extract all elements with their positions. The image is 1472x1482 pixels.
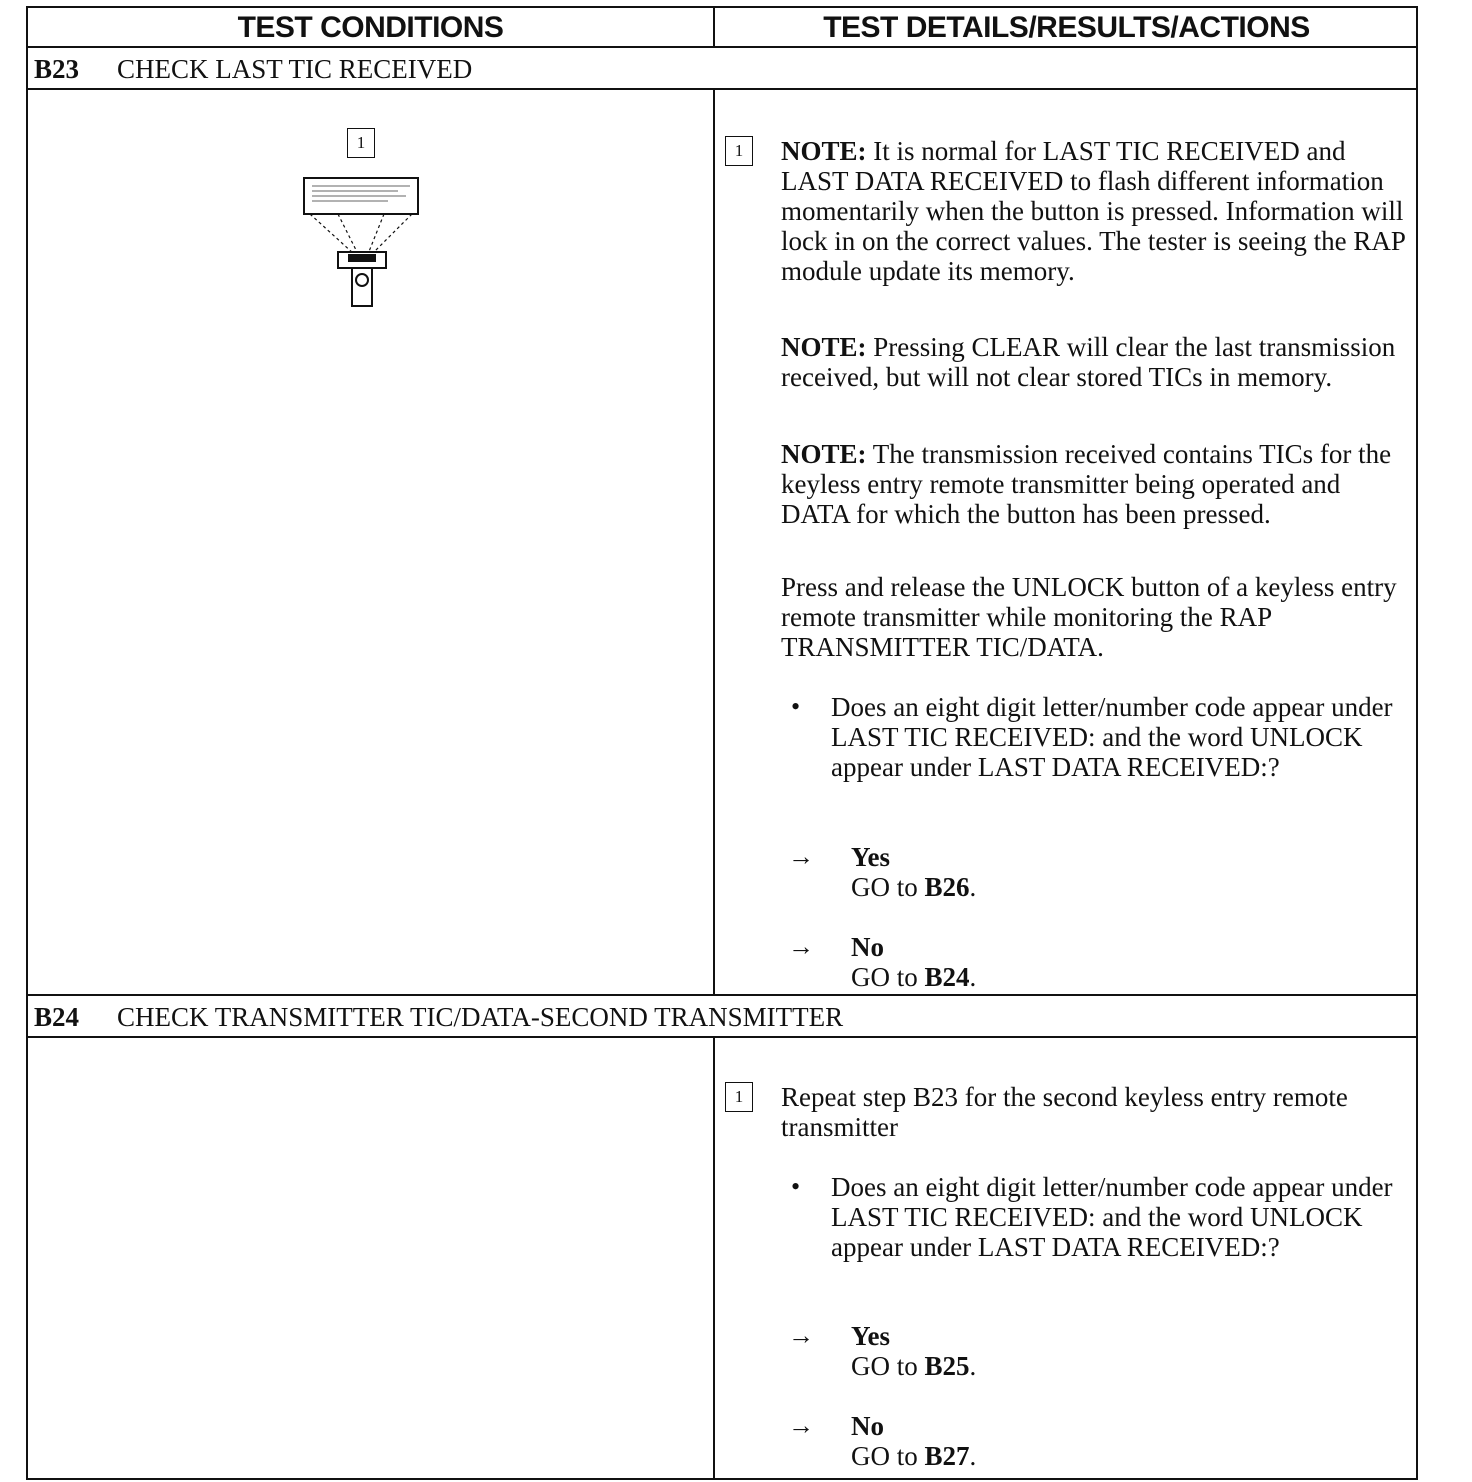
note-2 [781,332,1411,392]
note-label: NOTE: [781,439,867,469]
tester-connection-figure [298,128,428,318]
bullet-icon: • [791,1172,801,1201]
question-b23: Does an eight digit letter/number code appear under LAST TIC RECEIVED: and the word UNLOCK appear under LAST DATA RECEIVED:? [831,692,1393,782]
instruction-b23: Press and release the UNLOCK button of a keyless entry remote transmitter while monitoring the RAP TRANSMITTER TIC/DATA. [781,572,1397,662]
procedure-table [26,6,1418,1480]
section-b24-title-bar [28,996,1416,1038]
note-text: The transmission received contains TICs for the keyless entry remote transmitter being operated and DATA for which the button has been pressed. [781,439,1392,529]
answer-label: No [851,1411,884,1441]
goto-line: GO to B27. [851,1441,977,1471]
answer-label: No [851,932,884,962]
answer-yes-b23 [851,842,976,902]
instruction-b24: Repeat step B23 for the second keyless entry remote transmitter [781,1082,1348,1142]
answer-no-b23 [851,932,976,992]
header-test-details: TEST DETAILS/RESULTS/ACTIONS [823,11,1310,44]
note-label: NOTE: [781,136,867,166]
answer-label: Yes [851,842,890,872]
question-b24: Does an eight digit letter/number code appear under LAST TIC RECEIVED: and the word UNLOCK appear under LAST DATA RECEIVED:? [831,1172,1393,1262]
arrow-right-icon: → [788,1321,814,1350]
figure-step-box: 1 [347,128,375,158]
answer-yes-b24 [851,1321,976,1381]
goto-line: GO to B26. [851,872,977,902]
goto-target-link[interactable]: B25 [924,1351,970,1381]
bullet-icon: • [791,692,801,721]
goto-line: GO to B25. [851,1351,977,1381]
answer-no-b24 [851,1411,976,1471]
tester-diagram-icon [298,128,428,318]
section-title: CHECK LAST TIC RECEIVED [117,54,473,84]
note-3 [781,439,1411,529]
header-test-conditions: TEST CONDITIONS [28,8,715,46]
goto-target-link[interactable]: B26 [924,872,970,902]
step-box-b23: 1 [725,136,753,166]
section-code: B24 [34,1002,80,1032]
goto-target-link[interactable]: B27 [924,1441,970,1471]
arrow-right-icon: → [788,932,814,961]
section-code: B23 [34,54,80,84]
arrow-right-icon: → [788,842,814,871]
note-label: NOTE: [781,332,867,362]
column-divider [713,90,715,996]
note-text: It is normal for LAST TIC RECEIVED and LAST DATA RECEIVED to flash different information momentarily when the button is pressed. Information will lock in on the correct values. The tester is seeing the RAP module update its memory. [781,136,1405,286]
answer-label: Yes [851,1321,890,1351]
table-header [28,8,1416,48]
note-text: Pressing CLEAR will clear the last transmission received, but will not clear stored TICs in memory. [781,332,1396,392]
section-b23-title-bar [28,48,1416,90]
goto-target-link[interactable]: B24 [924,962,970,992]
arrow-right-icon: → [788,1411,814,1440]
goto-line: GO to B24. [851,962,977,992]
section-title: CHECK TRANSMITTER TIC/DATA-SECOND TRANSMITTER [117,1002,844,1032]
note-1 [781,136,1411,286]
step-box-b24: 1 [725,1082,753,1112]
column-divider [713,1038,715,1478]
